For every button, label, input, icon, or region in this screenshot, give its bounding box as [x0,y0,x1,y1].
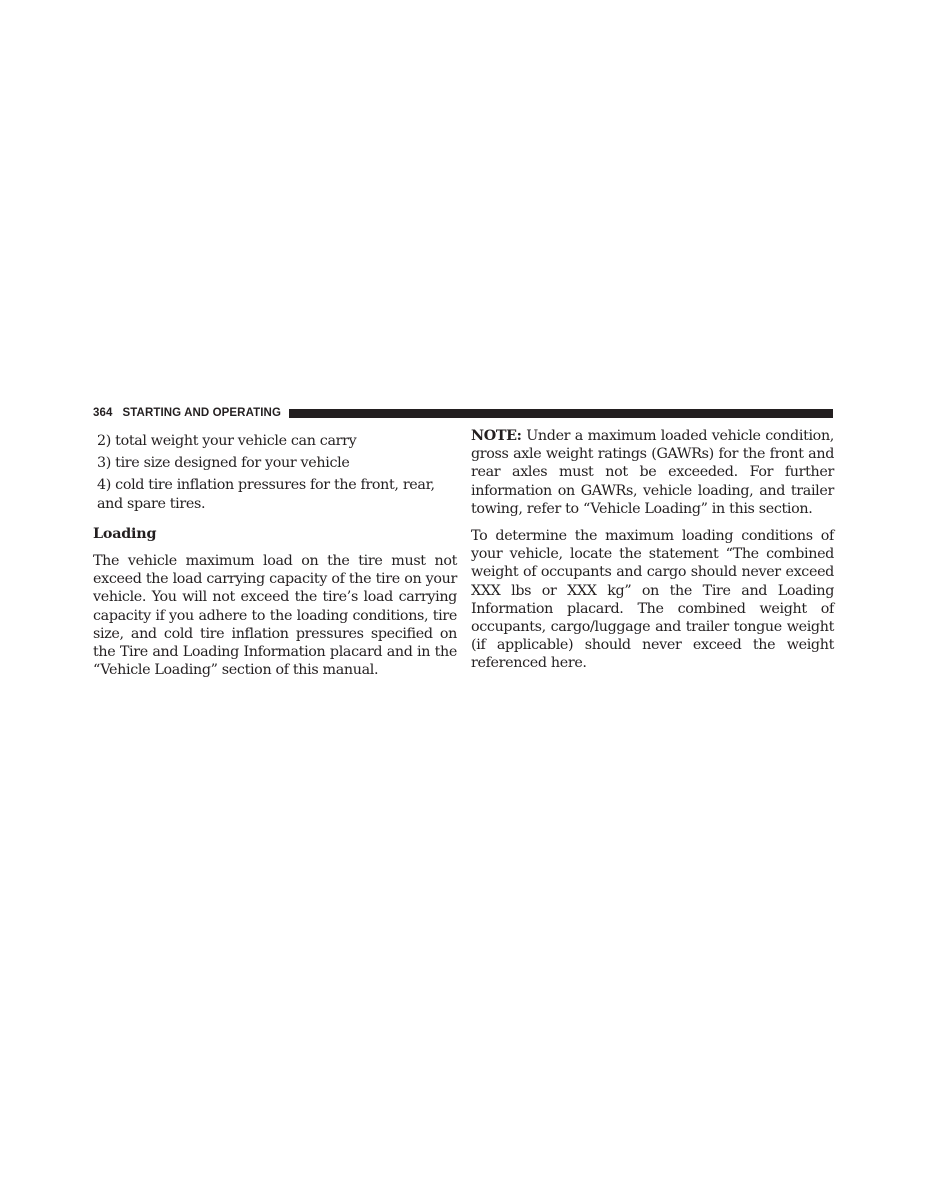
loading-conditions-paragraph: To determine the maximum loading conditions of your vehicle, locate the statement “The combined weight of occupants and cargo should never exceed XXX lbs or XXX kg” on the Tire and Loading Information placard. The combined weight of occupants, cargo/luggage and trailer tongue weight (if applicable) should never exceed the weight referenced here. [471,528,834,672]
note-label: NOTE: [471,428,522,444]
page-header [93,405,833,421]
section-heading-loading: Loading [93,525,157,542]
right-column [471,427,834,682]
note-text: Under a maximum loaded vehicle condition, gross axle weight ratings (GAWRs) for the front and rear axles must not be exceeded. For further information on GAWRs, vehicle loading, and trailer towing, refer to “Vehicle Loading” in this section. [471,428,834,517]
page-number: 364 [93,407,113,419]
loading-paragraph: The vehicle maximum load on the tire must not exceed the load carrying capacity of the tire on your vehicle. You will not exceed the tire’s load carrying capacity if you adhere to the loading conditions, tire size, and cold tire inflation pressures specified on the Tire and Loading Information placard and in the “Vehicle Loading” section of this manual. [93,553,457,679]
list-item: 3) tire size designed for your vehicle [97,455,350,472]
section-title: STARTING AND OPERATING [122,407,282,419]
list-item: 4) cold tire inflation pressures for the front, rear, and spare tires. [97,477,435,512]
left-column [93,432,457,688]
list-item: 2) total weight your vehicle can carry [97,433,357,449]
note-paragraph [471,427,834,518]
header-rule [289,409,833,418]
